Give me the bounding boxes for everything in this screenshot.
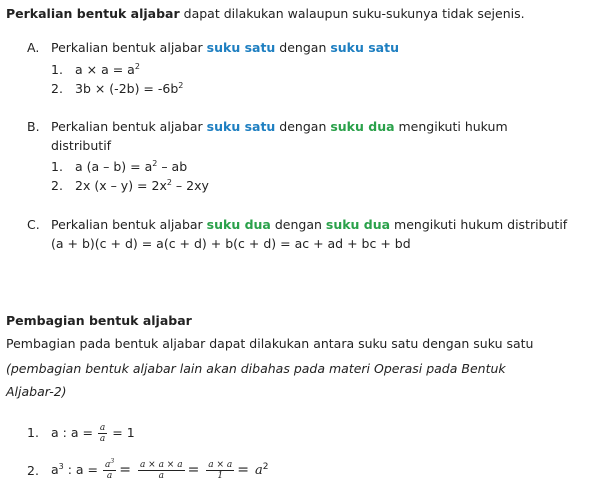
division-item-1-lhs: a : a = [51,425,93,440]
section-a-item-2-text: 3b × (-2b) = -6b [75,81,179,96]
division-item-2-f1-num-sup: 3 [110,458,115,465]
division-item-1-frac-num: a [99,423,106,433]
section-a-item-1-num: 1. [51,62,63,77]
division-item-1-rhs: = 1 [112,425,135,440]
division-item-2-lhs-rest: : a = [63,462,99,477]
intro-line [6,6,525,22]
section-b-item-1 [75,159,187,175]
division-item-2-f2-num: a × a × a [139,460,183,470]
division-item-1-frac-den: a [99,434,106,444]
section-b-heading [51,119,508,135]
section-b-post: mengikuti hukum [394,119,508,134]
section-b-term2: suku dua [330,119,395,134]
division-item-2-num: 2. [27,463,39,478]
section-c-post: mengikuti hukum distributif [390,217,568,232]
division-item-2-f1-den: a [106,471,113,481]
division-item-2-f3-num: a × a [208,460,233,470]
division-item-2-f1-num: a [105,460,111,470]
section-a-item-2-num: 2. [51,81,63,96]
section-b-pre: Perkalian bentuk aljabar [51,119,207,134]
section-a-item-1 [75,62,140,78]
division-heading-text: Pembagian bentuk aljabar [6,313,192,328]
division-item-2-lhs-base: a [51,462,59,477]
division-item-2-f1-num-wrap [103,460,116,471]
section-b-item-2-text: 2x (x – y) = 2x [75,178,167,193]
section-c-marker: C. [27,217,40,232]
section-c-heading [51,217,567,233]
section-a-heading [51,40,399,56]
section-a-marker: A. [27,40,40,55]
section-b-item-2-sup: 2 [166,178,172,187]
division-item-2-lhs-sup: 3 [58,462,64,471]
section-a-item-1-text: a × a = a [75,62,135,77]
division-item-2-f3-den: 1 [217,471,224,481]
division-item-2-result-base: a [255,463,263,478]
division-item-2-result-sup: 2 [262,462,269,472]
section-c-term1: suku dua [206,217,271,232]
section-b-item-1-text: a (a – b) = a [75,159,153,174]
section-b-item-2-after: – 2xy [171,178,209,193]
section-a-item-1-sup: 2 [134,62,140,71]
section-a-item-2 [75,81,183,97]
section-a-mid: dengan [275,40,331,55]
intro-bold: Perkalian bentuk aljabar [6,6,180,21]
division-item-2-f2-den: a [158,471,164,481]
division-item-2: $a^3$ : a = $\frac{a^3}{a}$ = $\frac{a \times a \times a}{a}$ = $\frac{a \times a}{1}$ = $a^2$ [51,458,269,481]
intro-rest: dapat dilakukan walaupun suku-sukunya tidak sejenis. [179,6,525,21]
section-a-term1: suku satu [206,40,276,55]
section-b-marker: B. [27,119,40,134]
section-b-item-1-after: – ab [157,159,188,174]
division-body: Pembagian pada bentuk aljabar dapat dilakukan antara suku satu dengan suku satu [6,336,534,351]
section-b-line2: distributif [51,138,112,153]
section-a-pre: Perkalian bentuk aljabar [51,40,207,55]
section-b-mid: dengan [275,119,331,134]
division-note-line1: (pembagian bentuk aljabar lain akan dibahas pada materi Operasi pada Bentuk [6,361,506,376]
section-b-item-2 [75,178,209,194]
division-item-2-fraction-3 [206,460,234,481]
section-b-item-1-sup: 2 [152,159,158,168]
division-note-line2: Aljabar-2) [6,384,67,399]
section-c-mid: dengan [270,217,326,232]
section-b-item-2-num: 2. [51,178,63,193]
section-c-pre: Perkalian bentuk aljabar [51,217,207,232]
section-b-term1: suku satu [206,119,276,134]
section-c-term2: suku dua [325,217,391,232]
section-a-term2: suku satu [330,40,399,55]
division-item-1 [51,418,135,448]
division-item-1-num: 1. [27,425,39,440]
division-item-1-fraction [98,423,107,444]
section-a-item-2-sup: 2 [178,81,184,90]
division-item-2-fraction-2 [138,460,185,481]
section-b-item-1-num: 1. [51,159,63,174]
division-heading [6,313,192,329]
division-item-2-fraction-1 [103,460,116,481]
section-c-formula: (a + b)(c + d) = a(c + d) + b(c + d) = ac + ad + bc + bd [51,236,411,251]
